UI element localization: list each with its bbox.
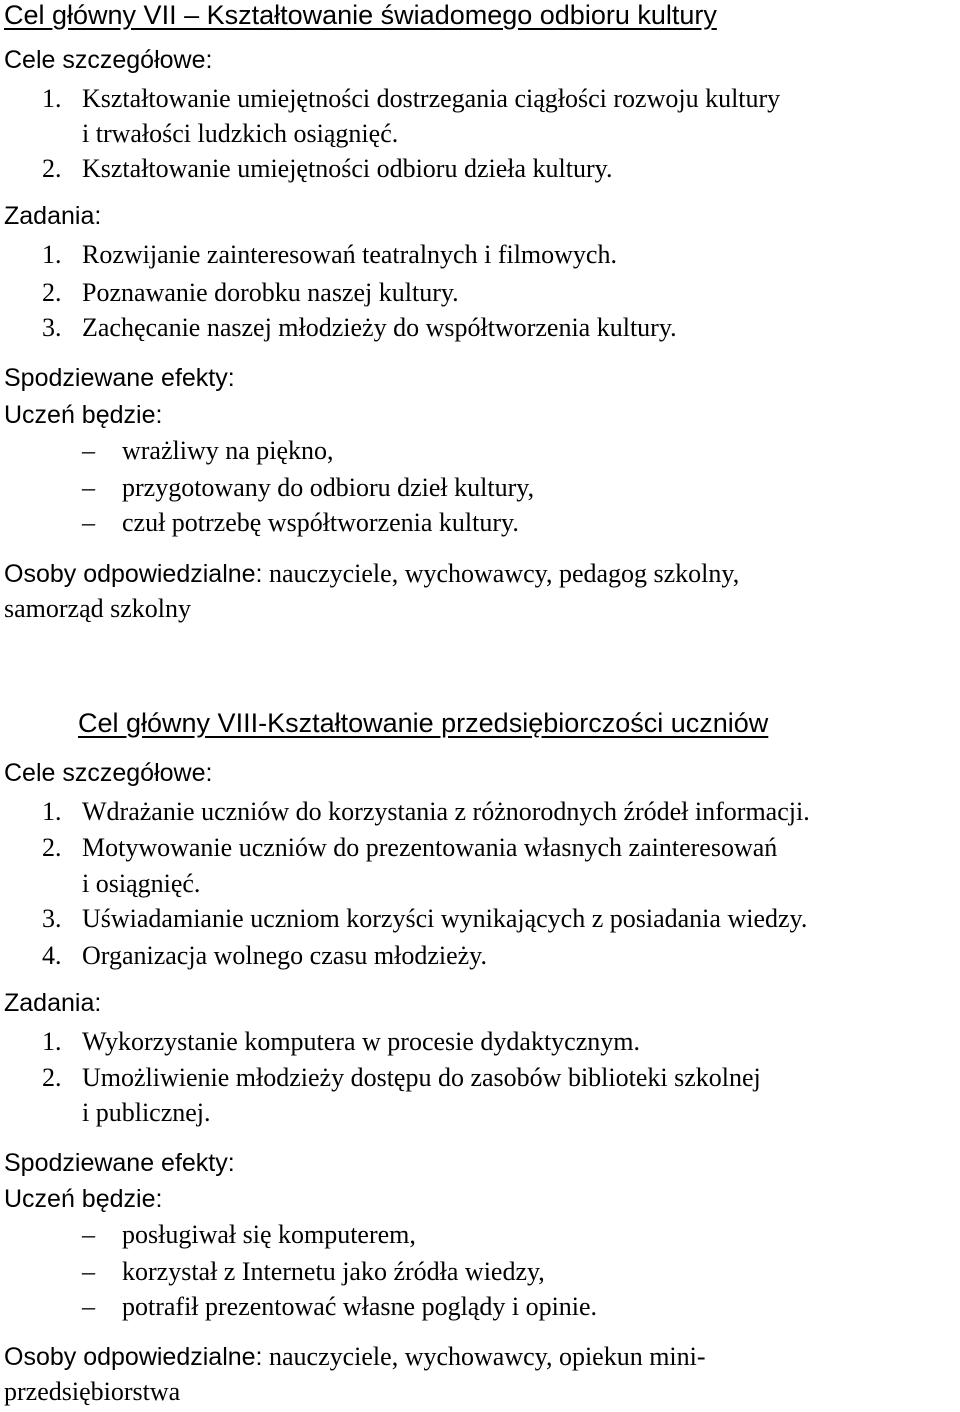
section-7-goal-2 — [42, 156, 612, 182]
section-7-goal-1-cont: i trwałości ludzkich osiągnięć. — [82, 119, 399, 148]
list-text: Motywowanie uczniów do prezentowania własnych zainteresowań — [82, 833, 778, 862]
responsible-label: Osoby odpowiedzialne: — [4, 560, 263, 588]
section-7-goal-1 — [42, 86, 780, 112]
list-number: 2. — [42, 1063, 62, 1092]
list-number: 3. — [42, 313, 62, 342]
section-7-tasks-label: Zadania: — [4, 202, 102, 230]
list-number: 2. — [42, 278, 62, 307]
list-text: Organizacja wolnego czasu młodzieży. — [82, 941, 487, 970]
list-text: Umożliwienie młodzieży dostępu do zasobów biblioteki szkolnej — [82, 1063, 761, 1092]
list-number: 2. — [42, 154, 62, 183]
section-8-heading: Cel główny VIII-Kształtowanie przedsiębiorczości uczniów — [78, 708, 769, 738]
section-8-task-2-cont: i publicznej. — [82, 1098, 211, 1127]
section-8-tasks-label: Zadania: — [4, 989, 102, 1017]
list-text: Poznawanie dorobku naszej kultury. — [82, 278, 459, 307]
responsible-label: Osoby odpowiedzialne: — [4, 1343, 263, 1371]
section-8-effect-2 — [82, 1259, 545, 1285]
section-7-effect-3 — [82, 510, 519, 536]
section-7-responsible — [4, 561, 739, 587]
section-8-goal-3 — [42, 906, 807, 932]
list-text: posługiwał się komputerem, — [122, 1220, 416, 1249]
section-7-effect-1 — [82, 438, 334, 464]
dash-bullet: – — [82, 508, 95, 537]
dash-bullet: – — [82, 436, 95, 465]
section-7-effects-label: Spodziewane efekty: — [4, 364, 235, 392]
list-text: Uświadamianie uczniom korzyści wynikających z posiadania wiedzy. — [82, 904, 808, 933]
list-text: potrafił prezentować własne poglądy i opinie. — [122, 1292, 598, 1321]
section-7-heading: Cel główny VII – Kształtowanie świadomego odbioru kultury — [4, 0, 717, 30]
section-8-student-label: Uczeń będzie: — [4, 1185, 163, 1213]
section-7-effect-2 — [82, 475, 534, 501]
dash-bullet: – — [82, 1220, 95, 1249]
list-number: 1. — [42, 84, 62, 113]
section-7-student-label: Uczeń będzie: — [4, 401, 163, 429]
section-8-goal-2 — [42, 835, 777, 861]
section-7-task-2 — [42, 280, 459, 306]
section-7-task-1 — [42, 242, 617, 268]
list-text: przygotowany do odbioru dzieł kultury, — [122, 473, 535, 502]
list-text: Rozwijanie zainteresowań teatralnych i filmowych. — [82, 240, 617, 269]
section-7-responsible-cont: samorząd szkolny — [4, 594, 192, 623]
list-number: 1. — [42, 797, 62, 826]
section-8-responsible-cont: przedsiębiorstwa — [4, 1377, 181, 1406]
list-number: 3. — [42, 904, 62, 933]
list-text: Zachęcanie naszej młodzieży do współtworzenia kultury. — [82, 313, 677, 342]
section-8-goal-2-cont: i osiągnięć. — [82, 869, 201, 898]
dash-bullet: – — [82, 473, 95, 502]
section-8-task-2 — [42, 1065, 761, 1091]
responsible-text: nauczyciele, wychowawcy, pedagog szkolny, — [262, 559, 740, 588]
section-8-goal-4 — [42, 943, 487, 969]
section-8-responsible — [4, 1344, 706, 1370]
list-text: czuł potrzebę współtworzenia kultury. — [122, 508, 519, 537]
list-text: Wykorzystanie komputera w procesie dydaktycznym. — [82, 1027, 640, 1056]
list-text: Wdrażanie uczniów do korzystania z różnorodnych źródeł informacji. — [82, 797, 810, 826]
list-text: Kształtowanie umiejętności dostrzegania ciągłości rozwoju kultury — [82, 84, 781, 113]
section-8-effect-1 — [82, 1222, 416, 1248]
section-8-task-1 — [42, 1029, 640, 1055]
section-8-goal-1 — [42, 799, 810, 825]
list-number: 1. — [42, 1027, 62, 1056]
dash-bullet: – — [82, 1257, 95, 1286]
section-8-effects-label: Spodziewane efekty: — [4, 1149, 235, 1177]
section-8-goals-label: Cele szczegółowe: — [4, 759, 213, 787]
list-number: 4. — [42, 941, 62, 970]
section-7-task-3 — [42, 315, 677, 341]
list-text: Kształtowanie umiejętności odbioru dzieła kultury. — [82, 154, 613, 183]
section-7-goals-label: Cele szczegółowe: — [4, 46, 213, 74]
list-number: 1. — [42, 240, 62, 269]
section-8-effect-3 — [82, 1294, 597, 1320]
list-text: wrażliwy na piękno, — [122, 436, 334, 465]
list-text: korzystał z Internetu jako źródła wiedzy, — [122, 1257, 545, 1286]
list-number: 2. — [42, 833, 62, 862]
responsible-text: nauczyciele, wychowawcy, opiekun mini- — [262, 1342, 706, 1371]
dash-bullet: – — [82, 1292, 95, 1321]
